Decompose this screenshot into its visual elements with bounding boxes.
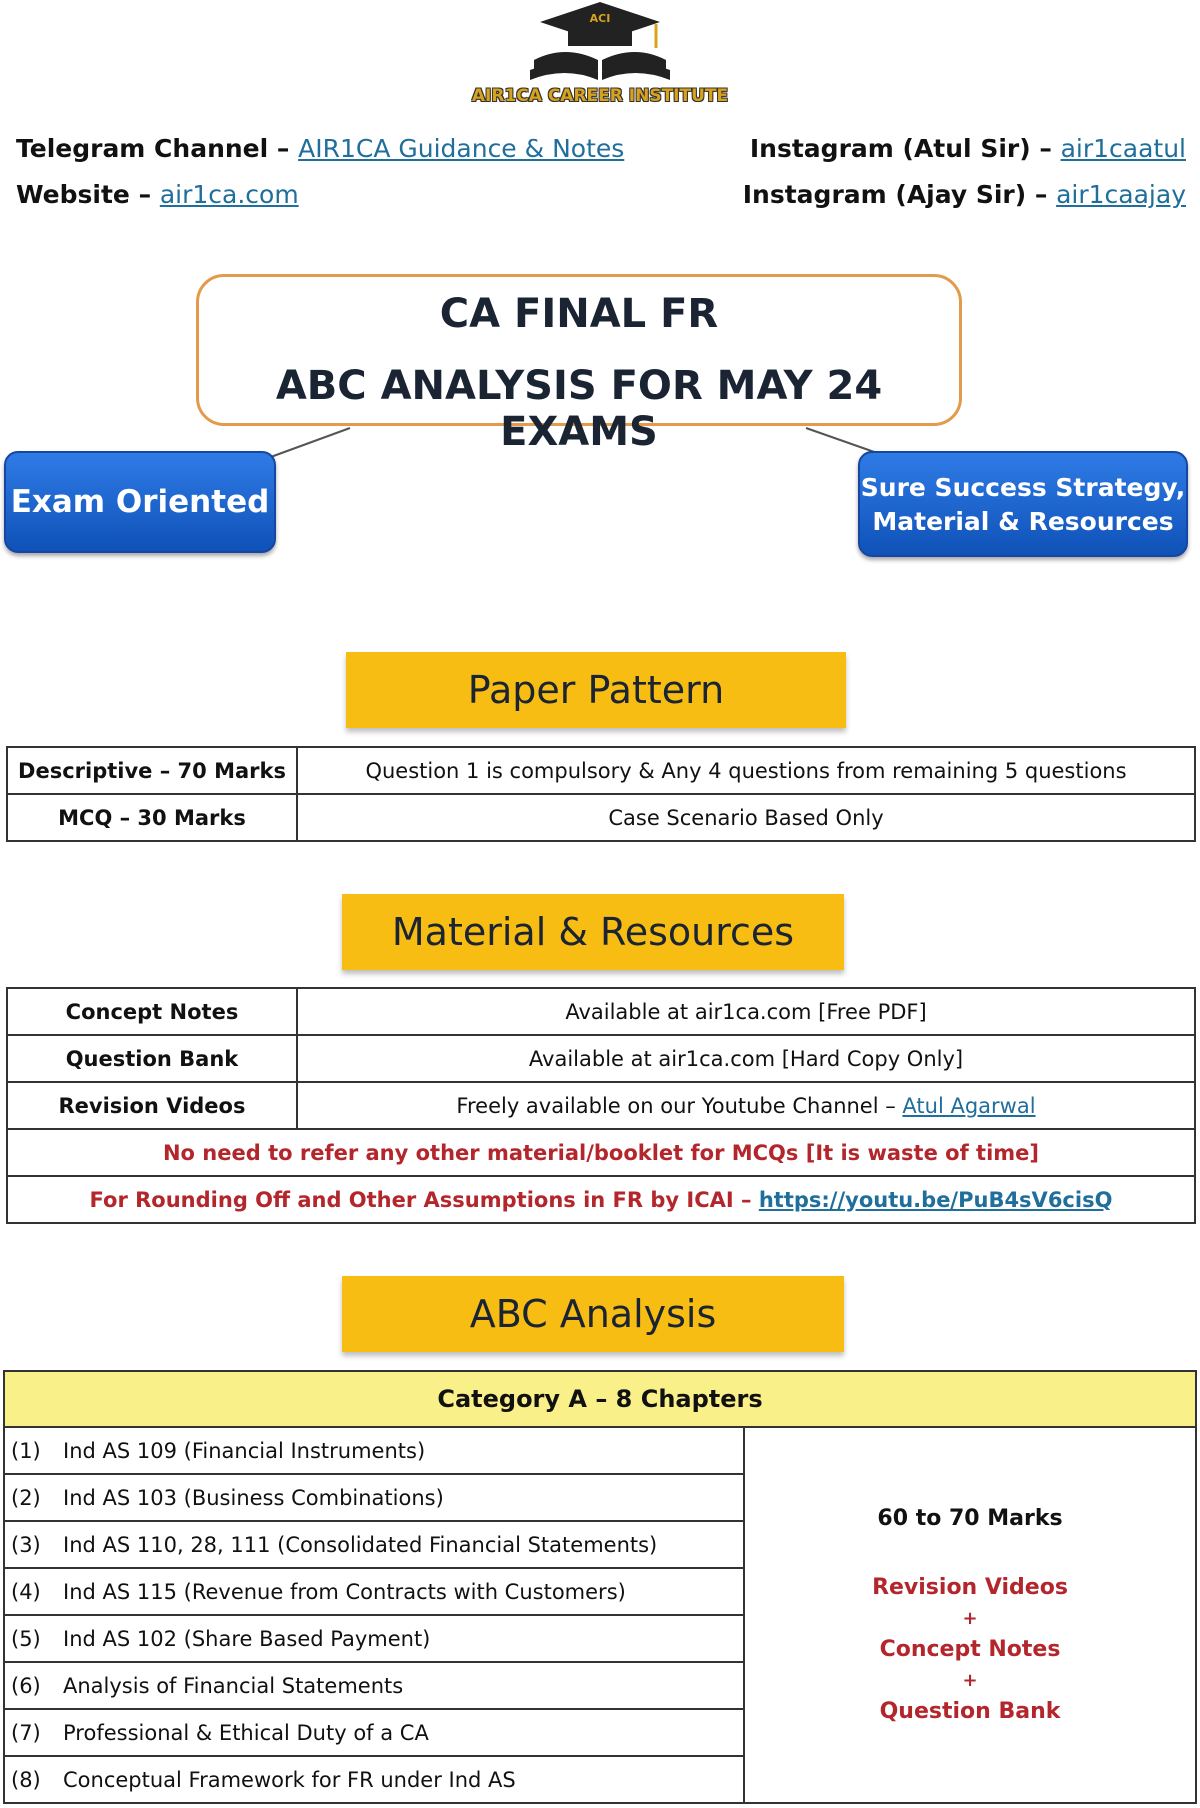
chapter-cell bbox=[4, 1568, 744, 1615]
material-header: Material & Resources bbox=[342, 894, 844, 970]
chapter-cell bbox=[4, 1709, 744, 1756]
instagram-atul-link[interactable]: air1caatul bbox=[1060, 134, 1186, 163]
paper-pattern-table bbox=[6, 746, 1196, 842]
chapter-name: Ind AS 103 (Business Combinations) bbox=[63, 1485, 444, 1510]
chapter-cell bbox=[4, 1521, 744, 1568]
title-box bbox=[196, 274, 962, 455]
resource-question-bank: Question Bank bbox=[879, 1699, 1061, 1724]
rounding-note bbox=[7, 1176, 1195, 1223]
title-line-2: ABC ANALYSIS FOR MAY 24 EXAMS bbox=[275, 363, 883, 455]
sure-success-line-2: Material & Resources bbox=[872, 507, 1174, 536]
logo-badge: ACI bbox=[589, 12, 611, 25]
table-row bbox=[7, 1082, 1195, 1129]
table-row bbox=[7, 794, 1195, 841]
category-a-summary bbox=[744, 1427, 1196, 1803]
chapter-cell bbox=[4, 1474, 744, 1521]
telegram-link[interactable]: AIR1CA Guidance & Notes bbox=[298, 134, 625, 163]
website-link[interactable]: air1ca.com bbox=[159, 180, 299, 209]
chapter-name: Ind AS 115 (Revenue from Contracts with Customers) bbox=[63, 1579, 626, 1604]
revision-videos-text: Freely available on our Youtube Channel – bbox=[456, 1093, 903, 1118]
paper-pattern-header: Paper Pattern bbox=[346, 652, 846, 728]
chapter-number: (6) bbox=[11, 1673, 41, 1698]
instagram-ajay-label: Instagram (Ajay Sir) – bbox=[742, 180, 1057, 209]
material-label: Question Bank bbox=[7, 1035, 297, 1082]
chapter-number: (1) bbox=[11, 1438, 41, 1463]
telegram-label: Telegram Channel – bbox=[16, 134, 299, 163]
instagram-ajay-link[interactable]: air1caajay bbox=[1056, 180, 1186, 209]
rounding-note-text: For Rounding Off and Other Assumptions in FR by ICAI – bbox=[89, 1187, 759, 1212]
sure-success-badge bbox=[858, 451, 1188, 557]
chapter-cell bbox=[4, 1662, 744, 1709]
abc-analysis-header: ABC Analysis bbox=[342, 1276, 844, 1352]
chapter-name: Ind AS 102 (Share Based Payment) bbox=[63, 1626, 431, 1651]
pattern-label: MCQ – 30 Marks bbox=[7, 794, 297, 841]
material-value: Available at air1ca.com [Free PDF] bbox=[297, 988, 1195, 1035]
sure-success-line-1: Sure Success Strategy, bbox=[860, 473, 1186, 502]
material-value bbox=[297, 1082, 1195, 1129]
pattern-value: Question 1 is compulsory & Any 4 questions from remaining 5 questions bbox=[297, 747, 1195, 794]
plus-sign: + bbox=[962, 1608, 978, 1629]
chapter-name: Analysis of Financial Statements bbox=[63, 1673, 404, 1698]
logo-name: AIR1CA CAREER INSTITUTE bbox=[471, 86, 729, 106]
plus-sign: + bbox=[962, 1670, 978, 1691]
chapter-name: Ind AS 110, 28, 111 (Consolidated Financial Statements) bbox=[63, 1532, 658, 1557]
category-a-title: Category A – 8 Chapters bbox=[4, 1371, 1196, 1427]
exam-oriented-badge: Exam Oriented bbox=[4, 451, 276, 553]
pattern-label: Descriptive – 70 Marks bbox=[7, 747, 297, 794]
chapter-number: (4) bbox=[11, 1579, 41, 1604]
table-row bbox=[4, 1427, 1196, 1474]
title-line-1: CA FINAL FR bbox=[439, 291, 719, 337]
chapter-name: Professional & Ethical Duty of a CA bbox=[63, 1720, 429, 1745]
category-a-table bbox=[3, 1370, 1197, 1804]
resource-revision-videos: Revision Videos bbox=[872, 1575, 1068, 1600]
resource-concept-notes: Concept Notes bbox=[879, 1637, 1061, 1662]
mcq-note: No need to refer any other material/booklet for MCQs [It is waste of time] bbox=[7, 1129, 1195, 1176]
website-label: Website – bbox=[16, 180, 160, 209]
chapter-number: (5) bbox=[11, 1626, 41, 1651]
chapter-name: Ind AS 109 (Financial Instruments) bbox=[63, 1438, 426, 1463]
table-row bbox=[7, 1176, 1195, 1223]
table-row bbox=[4, 1371, 1196, 1427]
material-label: Concept Notes bbox=[7, 988, 297, 1035]
category-a-marks: 60 to 70 Marks bbox=[877, 1506, 1063, 1531]
chapter-number: (3) bbox=[11, 1532, 41, 1557]
youtube-channel-link[interactable]: Atul Agarwal bbox=[902, 1093, 1036, 1118]
rounding-video-link[interactable]: https://youtu.be/PuB4sV6cisQ bbox=[758, 1187, 1113, 1212]
table-row bbox=[7, 988, 1195, 1035]
chapter-number: (8) bbox=[11, 1767, 41, 1792]
material-value: Available at air1ca.com [Hard Copy Only] bbox=[297, 1035, 1195, 1082]
chapter-cell bbox=[4, 1615, 744, 1662]
material-label: Revision Videos bbox=[7, 1082, 297, 1129]
chapter-cell bbox=[4, 1756, 744, 1803]
instagram-atul-label: Instagram (Atul Sir) – bbox=[749, 134, 1061, 163]
table-row bbox=[7, 1035, 1195, 1082]
chapter-name: Conceptual Framework for FR under Ind AS bbox=[63, 1767, 516, 1792]
chapter-number: (2) bbox=[11, 1485, 41, 1510]
material-table bbox=[6, 987, 1196, 1224]
chapter-number: (7) bbox=[11, 1720, 41, 1745]
table-row bbox=[7, 1129, 1195, 1176]
pattern-value: Case Scenario Based Only bbox=[297, 794, 1195, 841]
table-row bbox=[7, 747, 1195, 794]
chapter-cell bbox=[4, 1427, 744, 1474]
